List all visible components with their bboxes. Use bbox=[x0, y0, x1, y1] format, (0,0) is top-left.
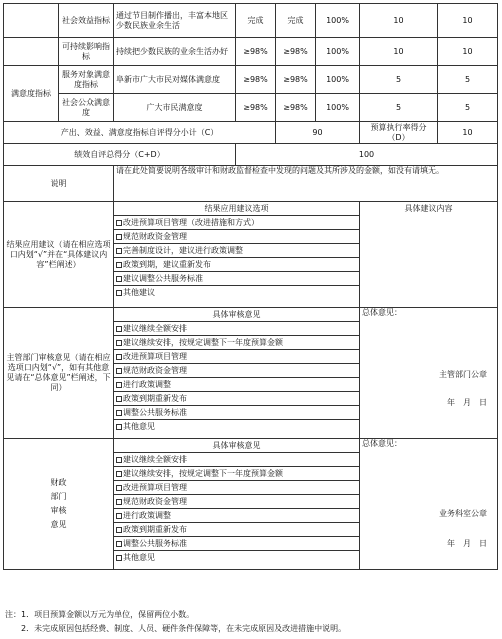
explain-text: 请在此处简要说明各级审计和财政监督检查中发现的问题及其所涉及的金额，如没有请填无。 bbox=[114, 166, 498, 202]
checkbox-icon[interactable] bbox=[116, 220, 122, 226]
explain-label: 说明 bbox=[4, 166, 114, 202]
indicator-name: 持续把少数民族的业余生活办好 bbox=[114, 38, 236, 66]
dept-option[interactable]: 进行政策调整 bbox=[114, 378, 359, 392]
rate-value: 100% bbox=[316, 94, 360, 122]
dept-option[interactable]: 改进预算项目管理 bbox=[114, 350, 359, 364]
suggest-option[interactable]: 规范财政资金管理 bbox=[114, 230, 359, 244]
actual-value: ≥98% bbox=[276, 94, 316, 122]
finance-option[interactable]: 进行政策调整 bbox=[114, 509, 359, 523]
score-value: 5 bbox=[438, 66, 498, 94]
subtotal-row bbox=[4, 122, 498, 144]
actual-value: ≥98% bbox=[276, 66, 316, 94]
footnote: 注：1．项目预算金额以万元为单位，保留两位小数。 bbox=[5, 610, 195, 619]
dept-option[interactable]: 建议继续全额安排 bbox=[114, 322, 359, 336]
rate-value: 100% bbox=[316, 38, 360, 66]
budget-label: 预算执行率得分（D） bbox=[360, 122, 438, 144]
suggest-row bbox=[4, 202, 498, 308]
dept-general-label: 总体意见： bbox=[362, 308, 402, 317]
performance-table bbox=[3, 3, 498, 570]
dept-seal: 主管部门公章 bbox=[439, 370, 487, 379]
weight-value: 5 bbox=[360, 66, 438, 94]
score-value: 10 bbox=[438, 38, 498, 66]
score-value: 5 bbox=[438, 94, 498, 122]
indicator-name: 阜新市广大市民对媒体满意度 bbox=[114, 66, 236, 94]
checkbox-icon[interactable] bbox=[116, 555, 122, 561]
weight-value: 5 bbox=[360, 94, 438, 122]
dept-option[interactable]: 其他意见 bbox=[114, 420, 359, 433]
checkbox-icon[interactable] bbox=[116, 457, 122, 463]
score-value: 10 bbox=[438, 4, 498, 38]
finance-option[interactable]: 建议继续全额安排 bbox=[114, 453, 359, 467]
dept-row bbox=[4, 308, 498, 439]
actual-value: ≥98% bbox=[276, 38, 316, 66]
dept-general[interactable] bbox=[360, 308, 498, 439]
level2-cell: 社会公众满意度 bbox=[59, 94, 114, 122]
checkbox-icon[interactable] bbox=[116, 382, 122, 388]
indicator-row bbox=[4, 4, 498, 38]
level2-cell: 服务对象满意度指标 bbox=[59, 66, 114, 94]
finance-option[interactable]: 建议继续安排，按规定调整下一年度预算金额 bbox=[114, 467, 359, 481]
dept-option[interactable]: 建议继续安排，按规定调整下一年度预算金额 bbox=[114, 336, 359, 350]
checkbox-icon[interactable] bbox=[116, 513, 122, 519]
checkbox-icon[interactable] bbox=[116, 485, 122, 491]
indicator-row bbox=[4, 38, 498, 66]
checkbox-icon[interactable] bbox=[116, 527, 122, 533]
finance-options bbox=[114, 439, 360, 570]
finance-options-head: 具体审核意见 bbox=[114, 439, 359, 453]
explain-row bbox=[4, 166, 498, 202]
actual-value: 完成 bbox=[276, 4, 316, 38]
suggest-label: 结果应用建议（请在相应选项口内划“√”并在“具体建议内容”栏阐述） bbox=[4, 202, 114, 308]
dept-options-head: 具体审核意见 bbox=[114, 308, 359, 322]
dept-date: 年 月 日 bbox=[447, 398, 487, 407]
suggest-content[interactable] bbox=[360, 202, 498, 308]
dept-options bbox=[114, 308, 360, 439]
finance-date: 年 月 日 bbox=[447, 539, 487, 548]
suggest-option[interactable]: 改进预算项目管理（改进措施和方式） bbox=[114, 216, 359, 230]
rate-value: 100% bbox=[316, 66, 360, 94]
total-row bbox=[4, 144, 498, 166]
dept-option[interactable]: 规范财政资金管理 bbox=[114, 364, 359, 378]
level2-cell: 社会效益指标 bbox=[59, 4, 114, 38]
finance-option[interactable]: 调整公共服务标准 bbox=[114, 537, 359, 551]
footnote: 2．未完成原因包括经费、制度、人员、硬件条件保障等，在未完成原因及改进措施中说明。 bbox=[5, 624, 347, 633]
finance-label: 财政 部门 审核 意见 bbox=[4, 439, 114, 570]
dept-option[interactable]: 调整公共服务标准 bbox=[114, 406, 359, 420]
checkbox-icon[interactable] bbox=[116, 396, 122, 402]
subtotal-value: 90 bbox=[276, 122, 360, 144]
level1-cell bbox=[4, 38, 59, 66]
finance-option[interactable]: 规范财政资金管理 bbox=[114, 495, 359, 509]
level1-cell bbox=[4, 4, 59, 38]
suggest-options bbox=[114, 202, 360, 308]
checkbox-icon[interactable] bbox=[116, 368, 122, 374]
checkbox-icon[interactable] bbox=[116, 340, 122, 346]
rate-value: 100% bbox=[316, 4, 360, 38]
checkbox-icon[interactable] bbox=[116, 290, 122, 296]
suggest-options-head: 结果应用建议选项 bbox=[114, 202, 359, 216]
finance-general-label: 总体意见： bbox=[362, 439, 402, 448]
satisfaction-label: 满意度指标 bbox=[4, 66, 59, 122]
finance-option[interactable]: 其他意见 bbox=[114, 551, 359, 564]
finance-seal: 业务科室公章 bbox=[439, 509, 487, 518]
checkbox-icon[interactable] bbox=[116, 262, 122, 268]
target-value: ≥98% bbox=[236, 66, 276, 94]
weight-value: 10 bbox=[360, 38, 438, 66]
target-value: ≥98% bbox=[236, 94, 276, 122]
total-value: 100 bbox=[236, 144, 498, 166]
suggest-content-head: 具体建议内容 bbox=[404, 204, 453, 213]
checkbox-icon[interactable] bbox=[116, 541, 122, 547]
finance-row bbox=[4, 439, 498, 570]
target-value: 完成 bbox=[236, 4, 276, 38]
indicator-name: 通过节目制作播出，丰富本地区少数民族业余生活 bbox=[114, 4, 236, 38]
suggest-option[interactable]: 其他建议 bbox=[114, 286, 359, 299]
finance-option[interactable]: 政策到期重新发布 bbox=[114, 523, 359, 537]
total-label: 绩效自评总得分（C+D） bbox=[4, 144, 236, 166]
dept-option[interactable]: 政策到期重新发布 bbox=[114, 392, 359, 406]
suggest-option[interactable]: 政策到期，建议重新发布 bbox=[114, 258, 359, 272]
level2-cell: 可持续影响指标 bbox=[59, 38, 114, 66]
dept-label: 主管部门审核意见（请在相应选项口内划“√”，如有其他意见请在“总体意见”栏阐述，下同） bbox=[4, 308, 114, 439]
checkbox-icon[interactable] bbox=[116, 234, 122, 240]
finance-option[interactable]: 改进预算项目管理 bbox=[114, 481, 359, 495]
budget-value: 10 bbox=[438, 122, 498, 144]
checkbox-icon[interactable] bbox=[116, 326, 122, 332]
weight-value: 10 bbox=[360, 4, 438, 38]
checkbox-icon[interactable] bbox=[116, 410, 122, 416]
indicator-row bbox=[4, 94, 498, 122]
subtotal-label: 产出、效益、满意度指标自评得分小计（C） bbox=[4, 122, 276, 144]
checkbox-icon[interactable] bbox=[116, 248, 122, 254]
suggest-option[interactable]: 建议调整公共服务标准 bbox=[114, 272, 359, 286]
checkbox-icon[interactable] bbox=[116, 276, 122, 282]
indicator-row bbox=[4, 66, 498, 94]
indicator-name: 广大市民满意度 bbox=[114, 94, 236, 122]
target-value: ≥98% bbox=[236, 38, 276, 66]
checkbox-icon[interactable] bbox=[116, 424, 122, 430]
suggest-option[interactable]: 完善制度设计，建议进行政策调整 bbox=[114, 244, 359, 258]
checkbox-icon[interactable] bbox=[116, 471, 122, 477]
checkbox-icon[interactable] bbox=[116, 499, 122, 505]
footnotes bbox=[5, 608, 495, 636]
finance-general[interactable] bbox=[360, 439, 498, 570]
checkbox-icon[interactable] bbox=[116, 354, 122, 360]
